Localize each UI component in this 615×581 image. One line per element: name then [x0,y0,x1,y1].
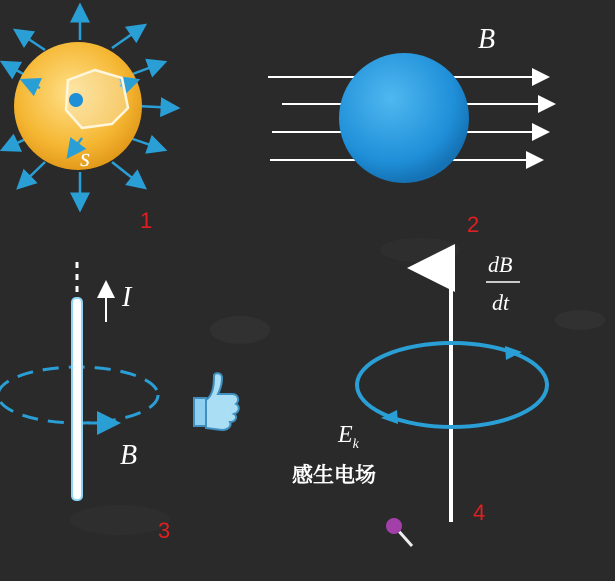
panel-3-current-wire [0,262,239,543]
induced-field-label [337,422,360,452]
chalk-smudges [70,238,605,535]
panel-number-1: 1 [140,208,153,233]
field-E: E [338,422,353,448]
field-subscript-k: k [352,437,359,452]
surface-label: s [80,143,91,172]
induced-field-caption: 感生电场 [292,463,376,487]
blue-sphere [339,53,469,183]
panel-2-uniform-field [268,24,554,237]
charge-dot [69,93,83,107]
loop-arrow-right [505,346,522,360]
panel-number-4: 4 [473,500,486,525]
current-label-I: I [122,282,132,313]
panel-number-3: 3 [158,518,171,543]
panel-4-induced-field [292,252,547,546]
rate-denominator: dt [492,290,510,315]
field-label-B: B [478,24,496,55]
thumbs-up-icon [194,373,239,430]
panel-1-flux-sphere [2,5,178,233]
rate-numerator: dB [488,252,513,277]
current-wire [72,298,82,500]
field-label-B: B [120,440,138,471]
panel-number-2: 2 [467,212,480,237]
pen-icon [386,518,412,546]
